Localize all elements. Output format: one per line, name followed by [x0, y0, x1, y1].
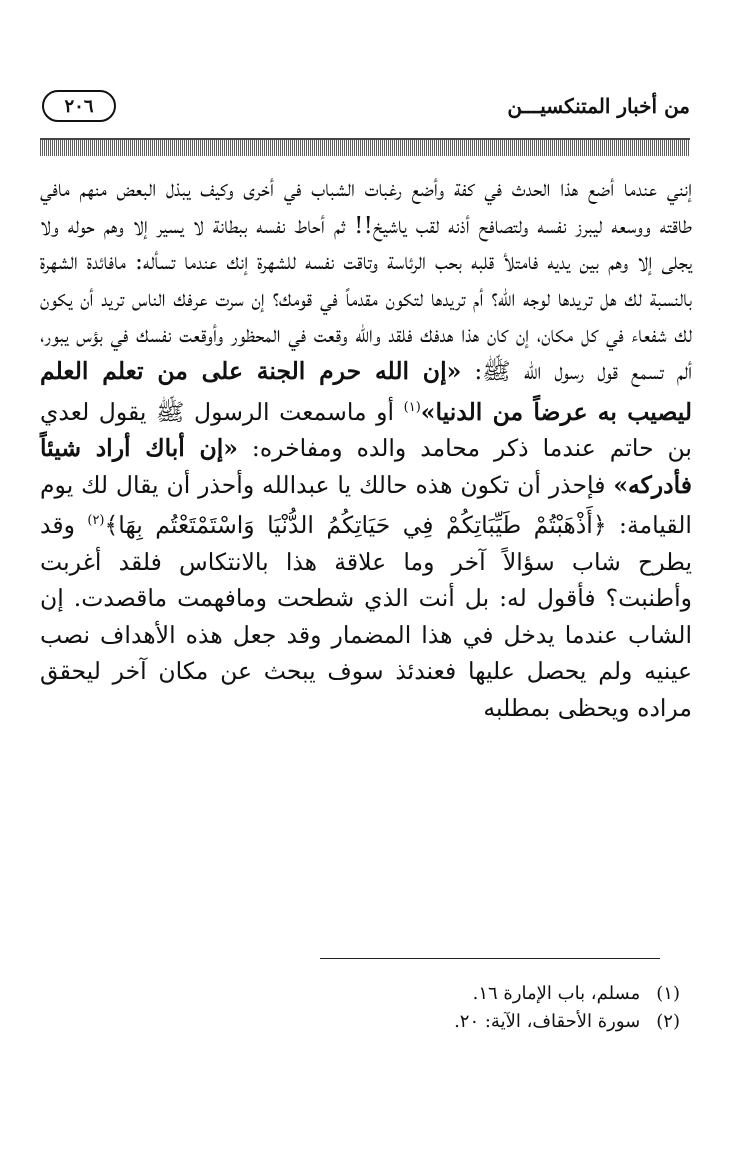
footnote-ref-2: (٢)	[87, 513, 105, 529]
quran-verse: ﴿أَذْهَبْتُمْ طَيِّبَاتِكُمْ فِي حَيَاتِكُمُ الدُّنْيَا وَاسْتَمْتَعْتُم بِهَا﴾	[104, 511, 607, 539]
running-title: من أخبار المتنكسيـــن	[507, 94, 690, 118]
page-header	[40, 88, 690, 128]
text-segment-3: فإحذر أن تكون هذه حالك يا عبدالله وأحذر أن يقال لك يوم القيامة:	[40, 470, 692, 539]
footnote-text: سورة الأحقاف، الآية: ٢٠.	[454, 1011, 641, 1032]
footnote-number: (٢)	[656, 1011, 680, 1032]
page-number: ٢٠٦	[42, 90, 116, 122]
body-text	[40, 170, 692, 727]
hadith-quote-2: «إن أباك أراد شيئاً فأدركه»	[40, 433, 692, 499]
text-segment-1: إنني عندما أضع هذا الحدث في كفة وأضع رغبات الشباب في أخرى وكيف يبذل البعض منهم مافي طاقته ووسعه ليبرز نفسه ولتصافح أذنه لقب ياشيخ!! ثم أحاط نفسه ببطانة لا يسير إلا وهم حوله ولا يجلى إلا وهم بين يديه فامتلأ قلبه بحب الرئاسة وتاقت نفسه للشهرة إنك عندما تسأله: مافائدة الشهرة بالنسبة لك هل تريدها لوجه الله؟ أم تريدها لتكون مقدماً في قومك؟ إن سرت عرفك الناس تريد أن يكون لك شفعاء في كل مكان، إن كان هذا هدفك فلقد والله وقعت في المحظور وأوقعت نفسك في بؤس يبور، ألم تسمع قول رسول الله ﷺ:	[40, 174, 693, 385]
footnote-text: مسلم، باب الإمارة ١٦.	[472, 983, 641, 1004]
footnote-ref-1: (١)	[403, 399, 421, 415]
footnote-item	[40, 1008, 680, 1036]
text-segment-4: وقد يطرح شاب سؤالاً آخر وما علاقة هذا بالانتكاس فلقد أغربت وأطنبت؟ فأقول له: بل أنت الذي شطحت ومافهمت ماقصدت. إن الشاب عندما يدخل في هذا المضمار وقد جعل هذه الأهداف نصب عينيه ولم يحصل عليها فعندئذ سوف يبحث عن مكان آخر ليحقق مراده ويحظى بمطلبه	[40, 511, 692, 722]
header-rule	[40, 138, 690, 156]
text-segment-2: أو ماسمعت الرسول ﷺ يقول لعدي بن حاتم عندما ذكر محامد والده ومفاخره:	[40, 397, 692, 462]
footnotes	[40, 980, 680, 1036]
body-paragraph	[40, 170, 692, 727]
footnote-number: (١)	[656, 983, 680, 1004]
footnote-item	[40, 980, 680, 1008]
hadith-quote-1: «إن الله حرم الجنة على من تعلم العلم ليصيب به عرضاً من الدنيا»	[40, 356, 692, 426]
footnote-separator	[320, 958, 660, 959]
